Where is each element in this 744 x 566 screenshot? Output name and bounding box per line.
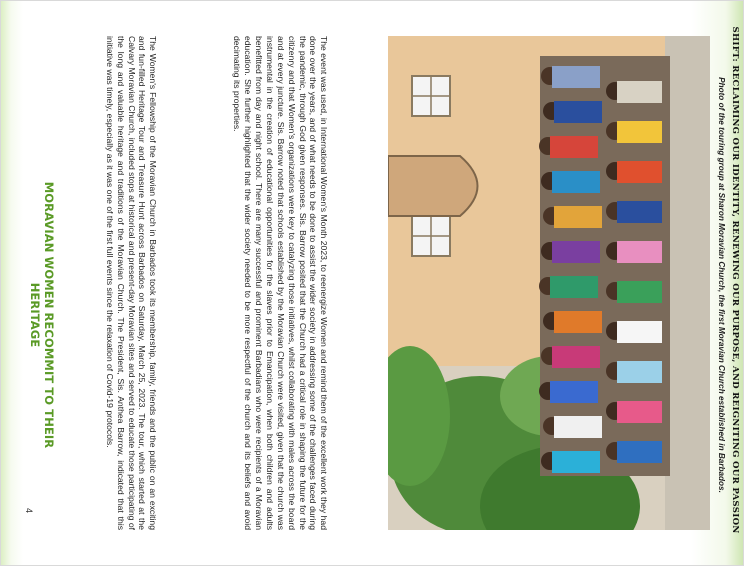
article-paragraph-2: The event was used, in International Women's Month 2023, to reenergize Women and remind them of the excellent work they had done over the years, and of what needs to be done to assist the wider society in addressing some of the challenges faced during the pandemic, through God given responses. Sis. Barrow posited that the Church had a critical role in shaping the future for the citizenry and that Women's organizations were key to catalyzing those initiatives, whilst collaborating with males across the board and at every juncture. Sis. Barrow noted that schools established by the Moravian Church were visited, given that the church was instrumental in the creation of educational opportunities for the slaves prior to Emancipation, when both children and adults benefitted from day and night school. There are many successful and prominent Barbadians who were recipients of a Moravian education. She further highlighted that the wider society needed to be more respectful of the church and its beliefs and avoid decimating its properties.: [232, 36, 330, 530]
footer-theme: SHIFT: RECLAIMING OUR IDENTITY, RENEWING OUR PURPOSE, AND REIGNITING OUR PASSION: [730, 26, 740, 534]
article-title: MORAVIAN WOMEN RECOMMIT TO THEIR HERITAGE: [28, 181, 56, 449]
group-photo-image: [388, 36, 710, 530]
photo-caption: Photo of the touring group at Sharon Moravian Church, the first Moravian Church established in Barbados.: [717, 77, 726, 493]
page-number: 4: [24, 508, 34, 514]
article-paragraph-1: The Women's Fellowship of the Moravian Church in Barbados took its membership, family, friends and the public on an exciting and fun-filled Heritage Tour and Treasure Hunt across Barbados on Saturday, March 25, 2023. The tour, which started at the Calvary Moravian Church, included stops at historical and present-day Moravian sites and served to educate those participating of the long and valuable heritage and traditions of the Moravian Church. The President, Sis. Anthea Barrow, indicated that this initiative was timely, especially as it was one of the first full events since the relaxation of Covid-19 protocols.: [104, 36, 159, 530]
group-photo: [388, 36, 710, 530]
